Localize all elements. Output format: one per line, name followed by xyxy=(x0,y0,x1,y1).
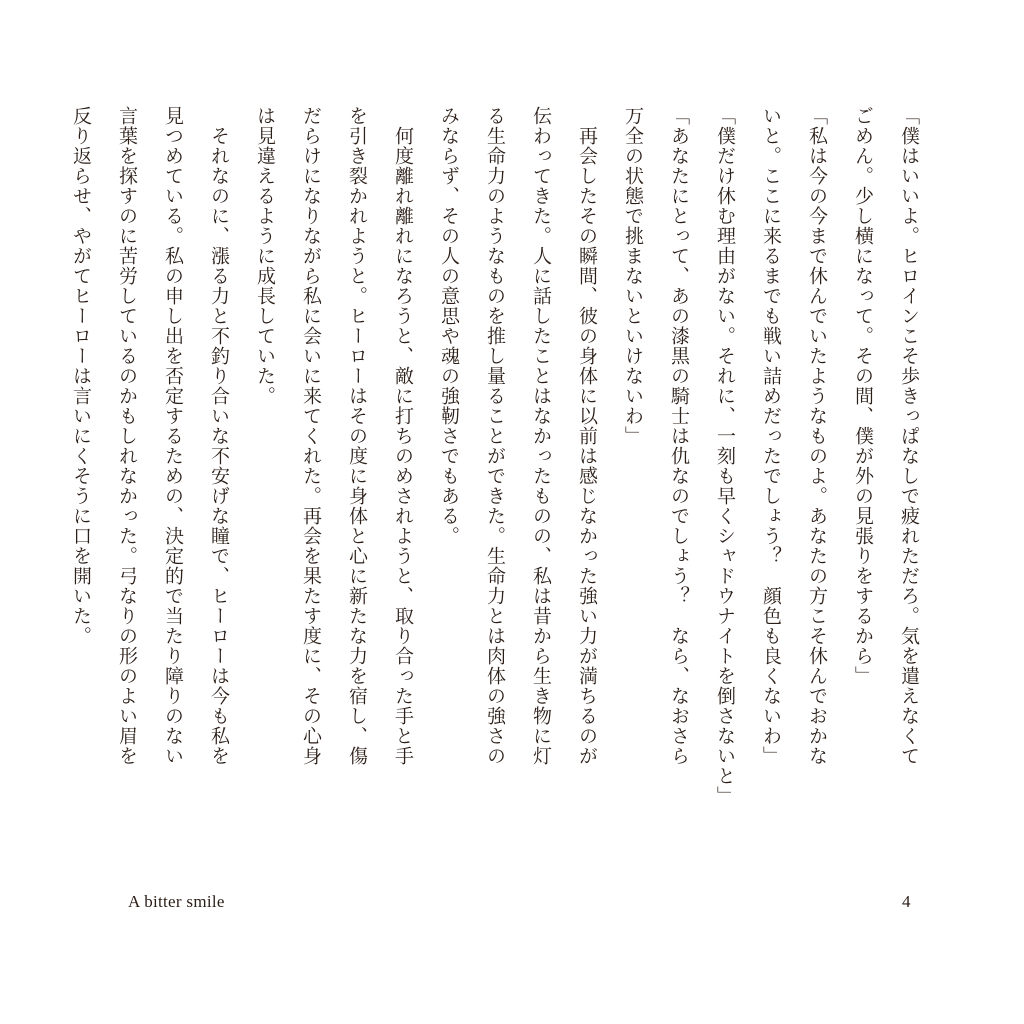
text-line: ごめん。少し横になって。その間、僕が外の見張りをするから」 xyxy=(852,106,874,686)
text-line: 見つめている。私の申し出を否定するための、決定的で当たり障りのない xyxy=(162,106,184,766)
text-line: 「僕だけ休む理由がない。それに、一刻も早くシャドウナイトを倒さないと」 xyxy=(714,106,736,806)
text-line: 反り返らせ、やがてヒーローは言いにくそうに口を開いた。 xyxy=(70,106,92,646)
text-line: それなのに、漲る力と不釣り合いな不安げな瞳で、ヒーローは今も私を xyxy=(208,106,230,766)
text-line: 何度離れ離れになろうと、敵に打ちのめされようと、取り合った手と手 xyxy=(392,106,414,766)
vertical-body-text xyxy=(58,106,932,866)
text-line: は見違えるように成長していた。 xyxy=(254,106,276,406)
text-line: 伝わってきた。人に話したことはなかったものの、私は昔から生き物に灯 xyxy=(530,106,552,766)
text-line: 「あなたにとって、あの漆黒の騎士は仇なのでしょう？ なら、なおさら xyxy=(668,106,690,766)
text-line: 万全の状態で挑まないといけないわ」 xyxy=(622,106,644,446)
page-number: 4 xyxy=(902,892,911,911)
text-line: だらけになりながら私に会いに来てくれた。再会を果たす度に、その心身 xyxy=(300,106,322,766)
text-line: 再会したその瞬間、彼の身体に以前は感じなかった強い力が満ちるのが xyxy=(576,106,598,766)
footer-title: A bitter smile xyxy=(128,892,225,911)
text-line: みならず、その人の意思や魂の強靭さでもある。 xyxy=(438,106,460,546)
text-line: 言葉を探すのに苦労しているのかもしれなかった。弓なりの形のよい眉を xyxy=(116,106,138,766)
text-line: 「私は今の今まで休んでいたようなものよ。あなたの方こそ休んでおかな xyxy=(806,106,828,766)
text-line: を引き裂かれようと。ヒーローはその度に身体と心に新たな力を宿し、傷 xyxy=(346,106,368,766)
text-line: いと。ここに来るまでも戦い詰めだったでしょう？ 顔色も良くないわ」 xyxy=(760,106,782,766)
text-line: 「僕はいいよ。ヒロインこそ歩きっぱなしで疲れただろ。気を遣えなくて xyxy=(898,106,920,766)
text-line: る生命力のようなものを推し量ることができた。生命力とは肉体の強さの xyxy=(484,106,506,766)
